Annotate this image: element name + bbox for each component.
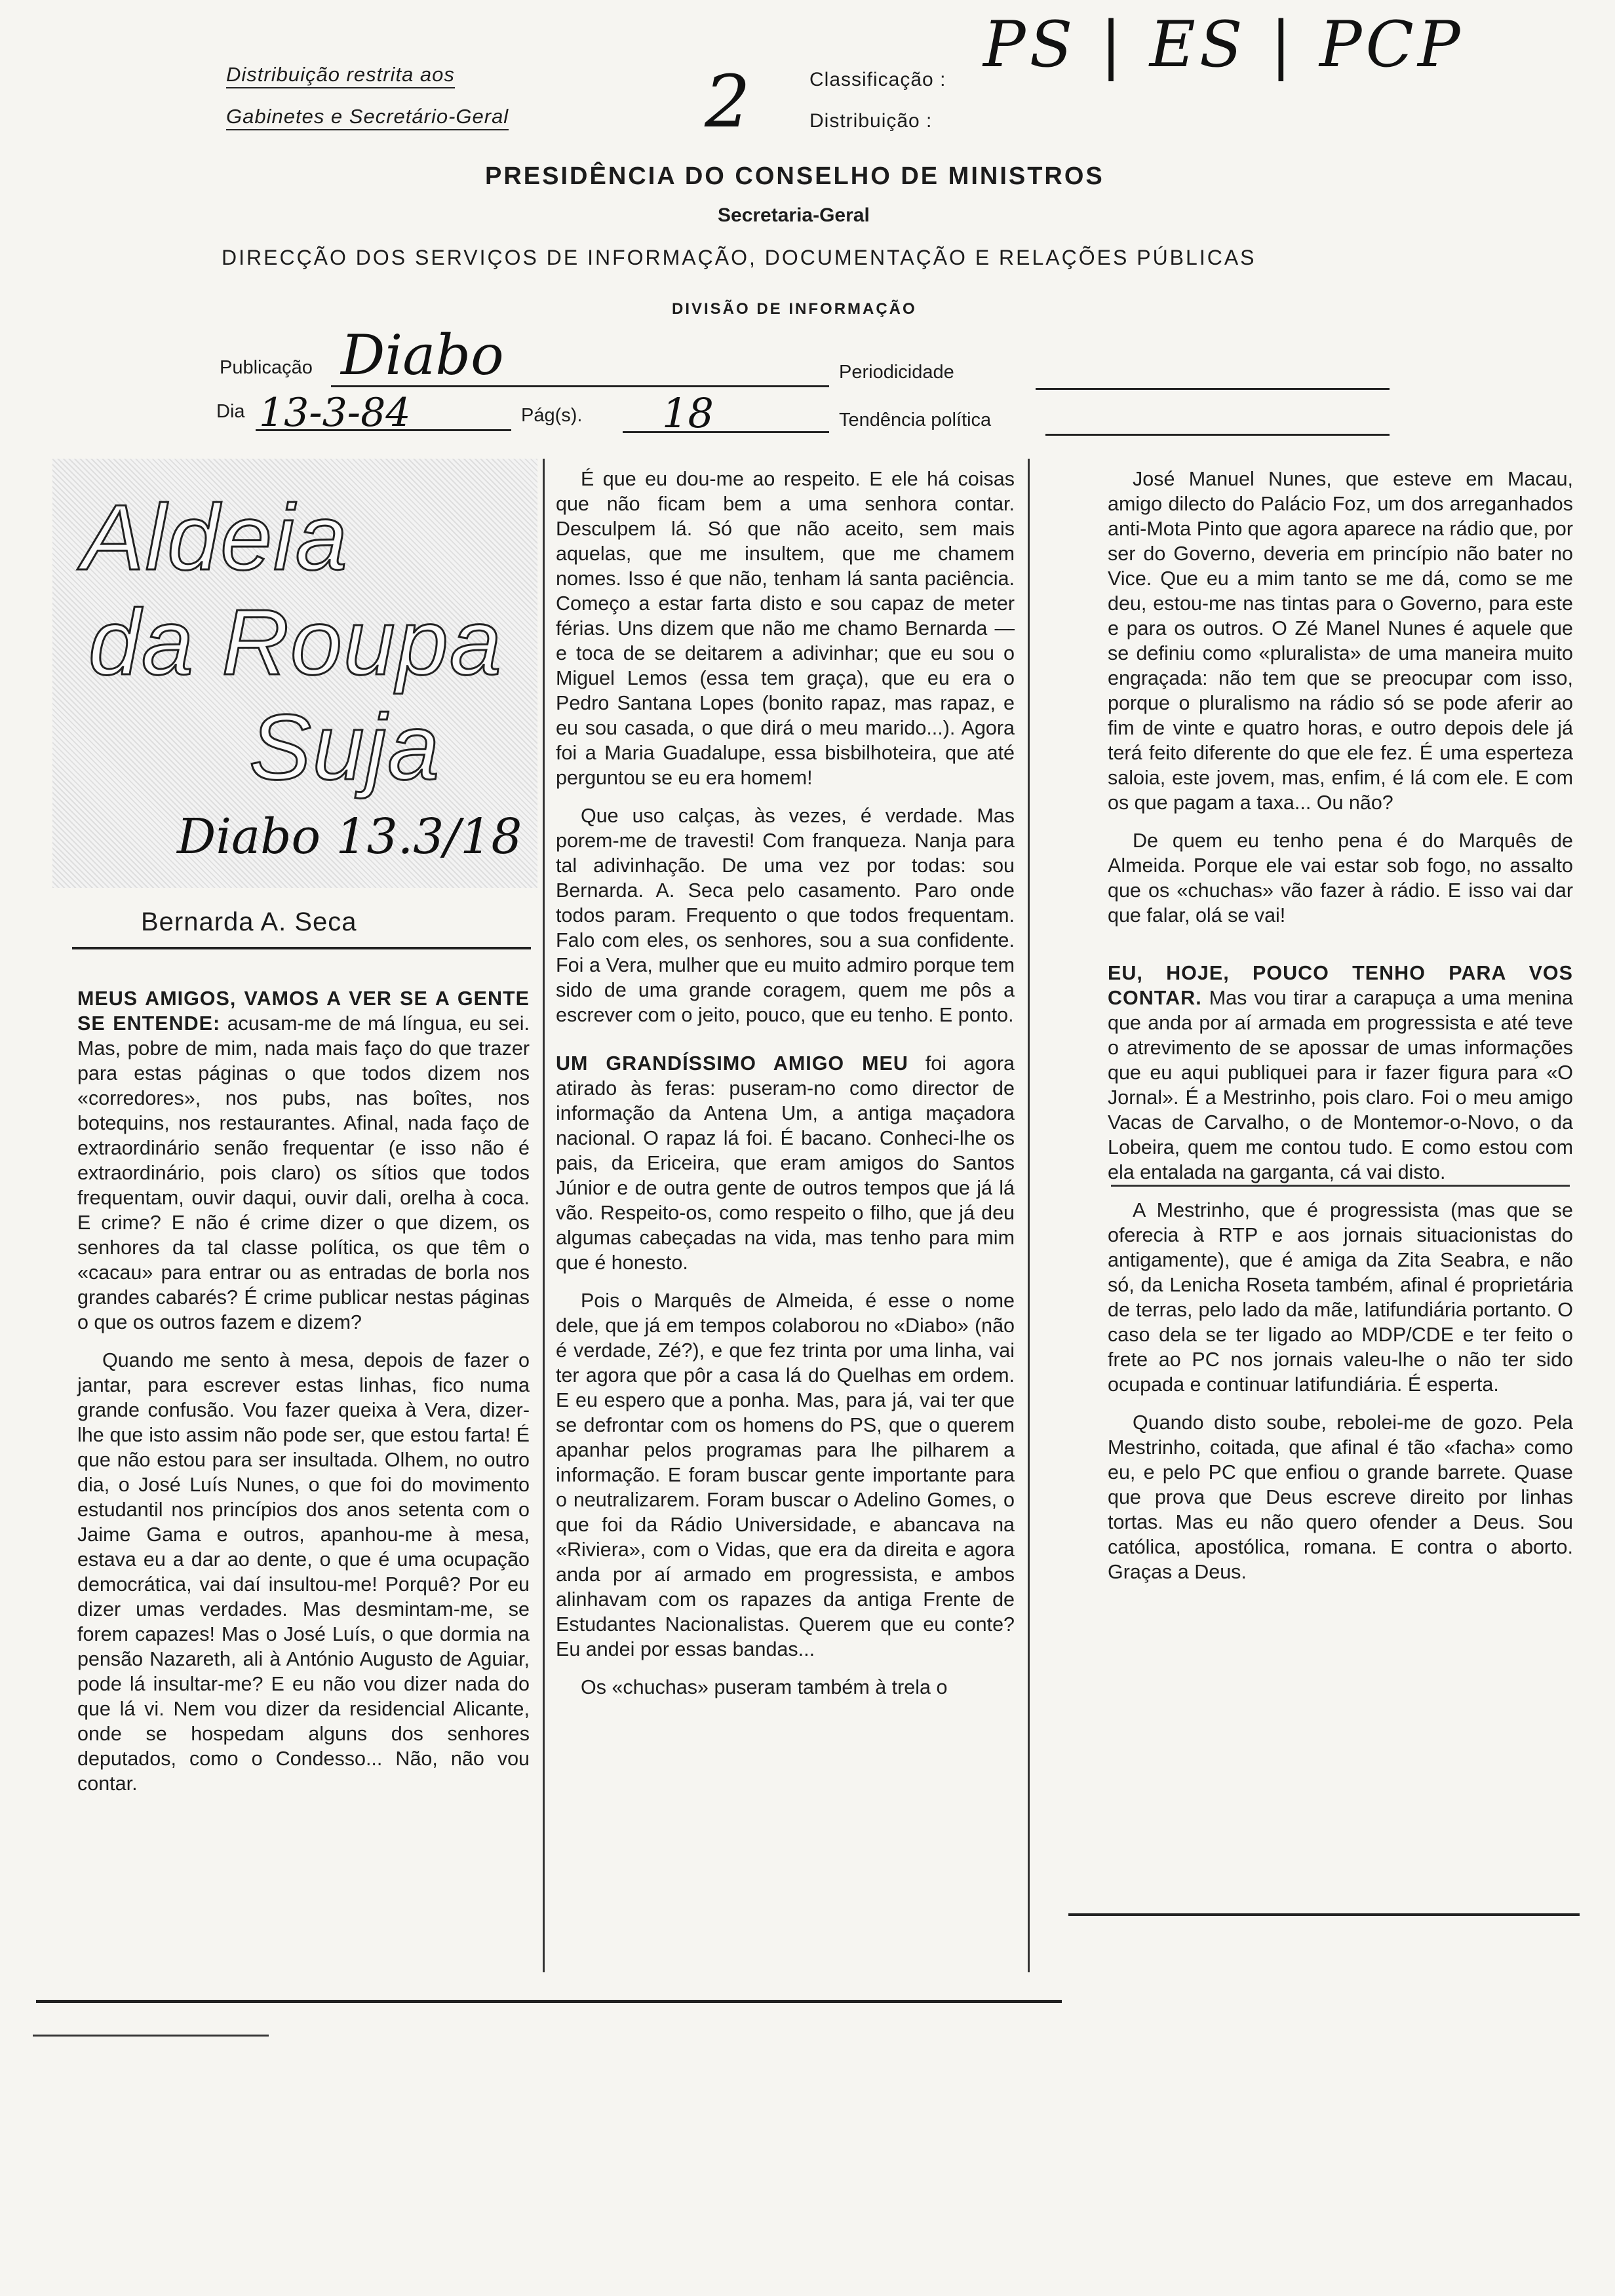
tendencia-label: Tendência política	[839, 410, 992, 430]
pags-value: 18	[662, 389, 714, 437]
distribuicao-label: Distribuição :	[809, 110, 933, 132]
author-byline: Bernarda A. Seca	[141, 908, 357, 936]
logo-line-1: Aldeia	[82, 486, 349, 590]
col2-paragraph-2: Que uso calças, às vezes, é verdade. Mas porem-me de travesti! Com franqueza. Nanja para tal adivinhação. De uma vez por todas: sou Bernarda. A. Seca pelo casamento. Paro onde todos param. Frequento o que todos frequentam. Falo com eles, os senhores, sou a sua confidente. Foi a Vera, mulher que eu muito admiro porque tem sido de uma grande coragem, quem me pôs a escrever com o jeito, pouco, que eu tenho. E ponto.	[556, 805, 1015, 1026]
handwritten-clipping-note: Diabo 13.3/18	[177, 809, 522, 865]
col2-paragraph-4: Pois o Marquês de Almeida, é esse o nome dele, que já em tempos colaborou no «Diabo» (não é verdade, Zé?), e que fez trinta por uma linha, vai ter agora que pôr a casa lá do Quelhas em ordem. E eu espero que a ponha. Mas, para já, vai ter que se defrontar com os homens do PS, que o querem apanhar pelos programas para lhe pilharem a informação. E foram buscar gente importante para o neutralizarem. Foram buscar o Adelino Gomes, o que foi da Rádio Universidade, e abancava na «Riviera», com o Vidas, que era da direita e agora anda por aí armado em progressista, e ambos alinhavam com os rapazes da antiga Frente de Estudantes Nacionalistas. Querem que eu conte? Eu andei por essas bandas...	[556, 1290, 1015, 1660]
col3-upper-rule	[1111, 1185, 1570, 1187]
page-bottom-short-rule	[33, 2035, 269, 2037]
publicacao-label: Publicação	[220, 357, 313, 378]
publicacao-line	[331, 385, 829, 387]
distribution-line-2: Gabinetes e Secretário-Geral	[226, 106, 509, 126]
distribution-line-1: Distribuição restrita aos	[226, 64, 455, 85]
col3-paragraph-3: EU, HOJE, POUCO TENHO PARA VOS CONTAR. Mas vou tirar a carapuça a uma menina que anda por aí armada em progressista e até teve o atrevimento de se apossar de umas informações que eu aqui publiquei para ir fazer figura para «O Jornal». É a Mestrinho, pois claro. Foi o meu amigo Vacas de Carvalho, o de Montemor-o-Novo, o da Lobeira, quem me contou tudo. E como estou com ela entalada na garganta, cá vai disto.	[1108, 962, 1573, 1183]
pags-label: Pág(s).	[521, 405, 583, 426]
col2-paragraph-5: Os «chuchas» puseram também à trela o	[581, 1676, 948, 1698]
copy-number: 2	[705, 60, 750, 144]
divisao-informacao: DIVISÃO DE INFORMAÇÃO	[672, 300, 917, 318]
article-bottom-rule	[36, 2000, 1062, 2003]
direccao-servicos: DIRECÇÃO DOS SERVIÇOS DE INFORMAÇÃO, DOCUMENTAÇÃO E RELAÇÕES PÚBLICAS	[222, 246, 1256, 269]
article-column-1	[77, 986, 530, 1809]
logo-line-3: Suja	[249, 695, 441, 799]
dia-line	[256, 429, 511, 431]
column-rule-2	[1028, 459, 1030, 1972]
col2-paragraph-1: É que eu dou-me ao respeito. E ele há coisas que não ficam bem a uma senhora contar. Desculpem lá. Só que não aceito, sem mais aquelas, que me insultem, que me chamem nomes. Isso é que não, tenham lá santa paciência. Começo a estar farta disto e sou capaz de meter férias. Uns dizem que não me chamo Bernarda — e toca de se deitarem a adivinhar; que eu sou o Miguel Lemos (essa tem graça), que eu era o Pedro Santana Lopes (bonito rapaz, mas rapaz, e eu sou casada, o que dirá o meu marido...). Agora foi a Maria Guadalupe, essa bisbilhoteira, que até perguntou se eu era homem!	[556, 468, 1015, 789]
handwritten-distribution-codes: PS | ES | PCP	[983, 8, 1464, 81]
pags-line	[623, 431, 829, 433]
classificacao-label: Classificação :	[809, 69, 946, 90]
publicacao-value: Diabo	[341, 323, 504, 387]
article-column-2	[556, 467, 1015, 1713]
byline-rule	[72, 947, 531, 949]
column-rule-1	[543, 459, 545, 1972]
logo-line-2: da Roupa	[88, 590, 503, 695]
dia-label: Dia	[216, 401, 245, 422]
periodicidade-label: Periodicidade	[839, 362, 954, 383]
col3-paragraph-2: De quem eu tenho pena é do Marquês de Almeida. Porque ele vai estar sob fogo, no assalto que os «chuchas» vão fazer à rádio. E isso vai dar que falar, olá se vai!	[1108, 830, 1573, 927]
col1-paragraph-1: MEUS AMIGOS, VAMOS A VER SE A GENTE SE ENTENDE: acusam-me de má língua, eu sei. Mas, pobre de mim, nada mais faço do que trazer para estas páginas o que todos dizem nos «corredores», nos pubs, nas boîtes, nos botequins, nos restaurantes. Afinal, nada faço de extraordinário senão frequentar (e isso não é extraordinário, pois claro) os sítios que todos frequentam, ouvir daqui, ouvir dali, orelha à coca. E crime? E não é crime dizer o que dizem, os senhores da tal classe política, os que têm o «cacau» para entrar ou as entradas de borla nos grandes cabarés? É crime publicar nestas páginas o que os outros fazem e dizem?	[77, 987, 530, 1333]
col3-paragraph-5: Quando disto soube, rebolei-me de gozo. Pela Mestrinho, coitada, que afinal é tão «facha» como eu, e pelo PC que enfiou o grande barrete. Quase que prova que Deus escreve direito por linhas tortas. Mas eu não quero ofender a Deus. Sou católica, apostólica, romana. E contra o aborto. Graças a Deus.	[1108, 1411, 1573, 1583]
secretaria-geral: Secretaria-Geral	[718, 204, 870, 226]
col2-paragraph-3: UM GRANDÍSSIMO AMIGO MEU foi agora atirado às feras: puseram-no como director de informação da Antena Um, a antiga maçadora nacional. O rapaz lá foi. É bacano. Conheci-lhe os pais, da Ericeira, que eram amigos do Santos Júnior e de outra gente de outros tempos que já lá vão. Respeito-os, como respeito o filho, que já deu algumas cabeçadas na vida, mas tenho para mim que é honesto.	[556, 1052, 1015, 1274]
tendencia-line	[1045, 434, 1390, 436]
article-column-3	[1108, 467, 1573, 1598]
org-title: PRESIDÊNCIA DO CONSELHO DE MINISTROS	[485, 163, 1104, 190]
dia-value: 13-3-84	[259, 390, 411, 436]
col1-paragraph-2: Quando me sento à mesa, depois de fazer o jantar, para escrever estas linhas, fico numa grande confusão. Vou fazer queixa à Vera, dizer-lhe que isto assim não pode ser, que estou farta! É que não estou para ser insultada. Olhem, no outro dia, o José Luís Nunes, o que foi do movimento estudantil nos princípios dos anos setenta com o Jaime Gama e outros, apanhou-me à mesa, estava eu a dar ao dente, o que é uma ocupação democrática, vai daí insultou-me! Porquê? Por eu dizer umas verdades. Mas desmintam-me, se forem capazes! Mas o José Luís, o que dormia na pensão Nazareth, ali à António Augusto de Aguiar, pode lá insultar-me? E eu não vou dizer nada do que lá vi. Nem vou dizer da residencial Alicante, onde se hospedam alguns dos senhores deputados, como o Condesso... Não, não vou contar.	[77, 1349, 530, 1795]
col3-bottom-rule	[1068, 1913, 1580, 1916]
col3-paragraph-1: José Manuel Nunes, que esteve em Macau, amigo dilecto do Palácio Foz, um dos arreganhados anti-Mota Pinto que agora aparece na rádio que, por ser do Governo, deveria em princípio não bater no Vice. Que eu a mim tanto se me dá, como se me deu, estou-me nas tintas para o Governo, para este e para os outros. O Zé Manel Nunes é aquele que se definiu como «pluralista» de uma maneira muito engraçada: não tem que se preocupar com isso, porque o pluralismo na rádio só se pode aferir ao fim de vinte e quatro horas, e outro depois dele já terá feito diferente do que ele fez. É uma esperteza saloia, este jovem, mas, enfim, é lá com ele. E com os que pagam a taxa... Ou não?	[1108, 468, 1573, 814]
col3-paragraph-4: A Mestrinho, que é progressista (mas que se oferecia à RTP e aos jornais situacionistas do antigamente), que é amiga da Zita Seabra, e não só, da Lenicha Roseta também, afinal é proprietária de terras, pelo lado da mãe, latifundiária portanto. O caso dela se ter ligado ao MDP/CDE e ter feito o frete ao PC nos jornais valeu-lhe o não ter sido ocupada e continuar latifundiária. É esperta.	[1108, 1199, 1573, 1396]
periodicidade-line	[1036, 388, 1390, 390]
